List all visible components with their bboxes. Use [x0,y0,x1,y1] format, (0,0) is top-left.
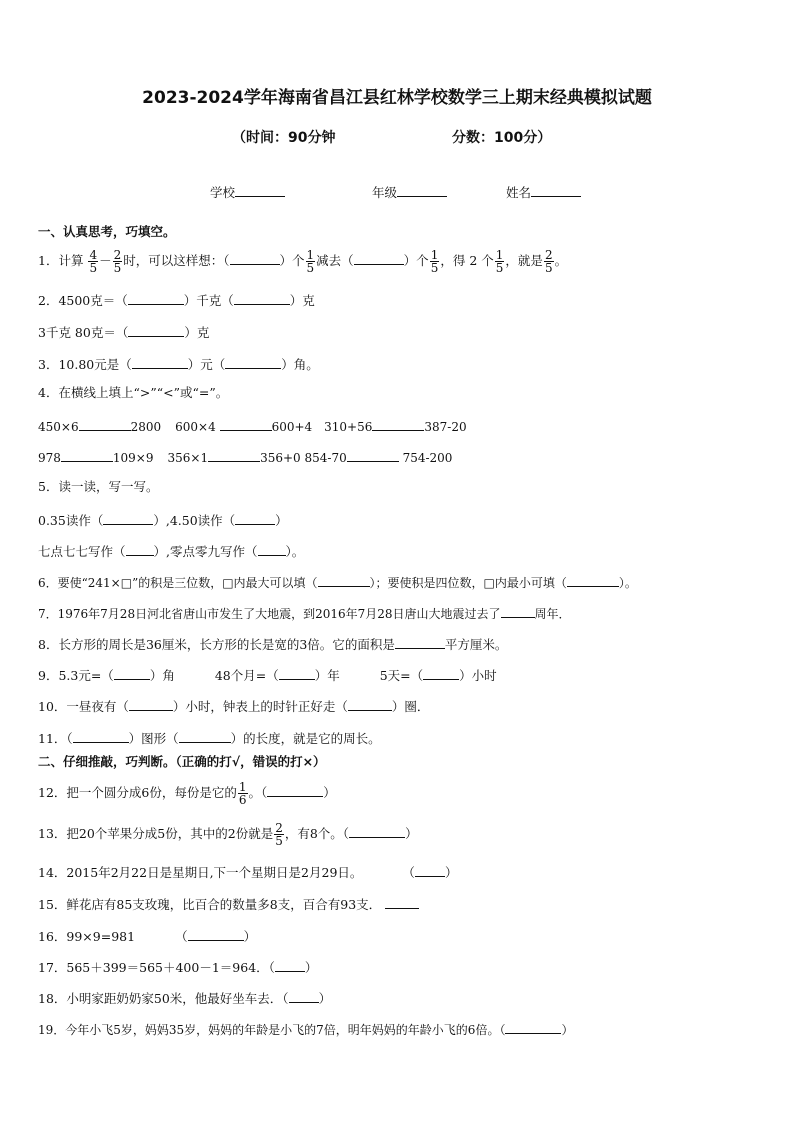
answer-blank[interactable] [258,543,286,556]
question-1: 1．计算 $\frac{4}{5}$ － $\frac{2}{5}$ 时，可以这样想：（ ）个 $\frac{1}{5}$ 减去（ ）个 $\frac{1}{5}$ ，得 2 个 $\frac{1}{5}$ ，就是 $\frac{2}{5}$ 。 [38,248,568,275]
answer-blank[interactable] [179,730,231,743]
question-5-line-1: 0.35读作（ ）,4.50读作（ ） [38,513,288,528]
judge-blank[interactable] [385,896,419,909]
compare-blank[interactable] [61,449,113,462]
question-3: 3．10.80元是（ ）元（ ）角。 [38,357,319,372]
fraction: $\frac{4}{5}$ [89,248,98,275]
judge-blank[interactable] [415,864,445,877]
question-4-row-2: 978 109×9 356×1 356+0 854-70 754-200 [38,451,453,465]
question-2: 2．4500克＝（ ）千克（ ）克 [38,293,315,308]
question-2-line-2: 3千克 80克＝（ ）克 [38,325,210,340]
judge-blank[interactable] [349,825,405,838]
exam-time: （时间：90分钟 [232,130,336,146]
question-5-line-2: 七点七七写作（ ）,零点零九写作（ ）。 [38,544,305,559]
answer-blank[interactable] [103,512,153,525]
fraction: $\frac{1}{5}$ [430,248,439,275]
section-2-heading: 二、仔细推敲，巧判断。（正确的打√，错误的打×） [38,754,326,769]
compare-blank[interactable] [79,418,131,431]
question-9: 9．5.3元=（ ）角 48个月=（ ）年 5天=（ ）小时 [38,668,497,683]
fraction: $\frac{2}{5}$ [113,248,122,275]
fraction: $\frac{1}{5}$ [306,248,315,275]
answer-blank[interactable] [235,512,275,525]
answer-blank[interactable] [128,324,184,337]
answer-blank[interactable] [132,356,188,369]
question-14: 14．2015年2月22日是星期日,下一个星期日是2月29日。 （ ） [38,865,458,880]
section-1-heading: 一、认真思考，巧填空。 [38,224,176,239]
question-12: 12．把一个圆分成6份，每份是它的 $\frac{1}{6}$ 。（ ） [38,780,336,807]
answer-blank[interactable] [279,667,315,680]
question-5: 5．读一读，写一写。 [38,479,159,494]
grade-label: 年级 [372,185,398,200]
question-7: 7．1976年7月28日河北省唐山市发生了大地震，到2016年7月28日唐山大地震过去了 周年． [38,607,571,621]
name-label: 姓名 [506,185,532,200]
judge-blank[interactable] [289,990,319,1003]
question-6: 6．要使“241×□”的积是三位数，□内最大可以填（ ）；要使积是四位数，□内最小可填（ ）。 [38,576,637,590]
exam-title: 2023-2024学年海南省昌江县红林学校数学三上期末经典模拟试题 [142,88,652,108]
q1-text: 1．计算 [38,253,84,268]
question-8: 8．长方形的周长是36厘米，长方形的长是宽的3倍。它的面积是 平方厘米。 [38,637,508,652]
school-blank[interactable] [235,184,285,197]
grade-field [372,184,447,200]
question-4: 4．在横线上填上“>”“<”或“=”。 [38,385,229,400]
answer-blank[interactable] [501,605,535,618]
grade-blank[interactable] [397,184,447,197]
answer-blank[interactable] [128,292,184,305]
judge-blank[interactable] [275,959,305,972]
answer-blank[interactable] [230,252,280,265]
question-11: 11．（ ）图形（ ）的长度，就是它的周长。 [38,731,381,746]
answer-blank[interactable] [126,543,154,556]
answer-blank[interactable] [225,356,281,369]
answer-blank[interactable] [73,730,129,743]
compare-blank[interactable] [208,449,260,462]
answer-blank[interactable] [234,292,290,305]
question-18: 18．小明家距奶奶家50米，他最好坐车去．（ ） [38,991,332,1006]
answer-blank[interactable] [567,574,619,587]
compare-blank[interactable] [220,418,272,431]
question-10: 10．一昼夜有（ ）小时，钟表上的时针正好走（ ）圈． [38,699,430,714]
question-19: 19．今年小飞5岁，妈妈35岁，妈妈的年龄是小飞的7倍，明年妈妈的年龄小飞的6倍。（ ） [38,1023,574,1037]
name-blank[interactable] [531,184,581,197]
question-16: 16．99×9=981 （ ） [38,929,257,944]
fraction: $\frac{1}{5}$ [495,248,504,275]
answer-blank[interactable] [114,667,150,680]
answer-blank[interactable] [318,574,370,587]
compare-blank[interactable] [372,418,424,431]
answer-blank[interactable] [129,698,173,711]
question-15: 15．鲜花店有85支玫瑰，比百合的数量多8支，百合有93支． [38,896,419,912]
exam-score: 分数：100分） [452,130,552,146]
question-17: 17．565＋399＝565＋400－1＝964．（ ） [38,960,318,975]
answer-blank[interactable] [348,698,392,711]
judge-blank[interactable] [267,784,323,797]
fraction: $\frac{1}{6}$ [238,780,247,807]
fraction: $\frac{2}{5}$ [544,248,553,275]
judge-blank[interactable] [505,1021,561,1034]
compare-blank[interactable] [347,449,399,462]
question-13: 13．把20个苹果分成5份，其中的2份就是 $\frac{2}{5}$ ，有8个。（ ） [38,821,418,848]
answer-blank[interactable] [354,252,404,265]
name-field [506,184,581,200]
fraction: $\frac{2}{5}$ [275,821,283,848]
question-4-row-1: 450×6 2800 600×4 600+4 310+56 387-20 [38,420,467,434]
school-label: 学校 [210,185,236,200]
answer-blank[interactable] [423,667,459,680]
answer-blank[interactable] [395,636,445,649]
school-field [210,184,285,200]
judge-blank[interactable] [188,928,244,941]
